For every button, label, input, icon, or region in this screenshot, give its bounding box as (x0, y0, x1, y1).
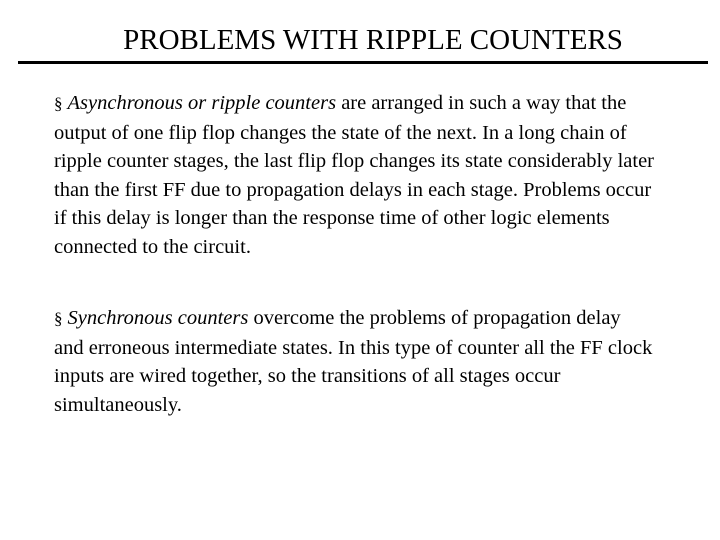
bullet-marker-icon: § (54, 94, 63, 113)
bullet-text: overcome the problems of propagation delay and erroneous intermediate states. In this type of counter all the FF clock inputs are wired together, so the transitions of all stages occur simultaneously. (54, 307, 653, 416)
slide-title: PROBLEMS WITH RIPPLE COUNTERS (123, 24, 623, 56)
bullet-term: Asynchronous or ripple counters (67, 92, 337, 114)
bullet-synchronous-counters (54, 304, 654, 419)
bullet-asynchronous-counters (54, 89, 654, 261)
bullet-term: Synchronous counters (67, 307, 249, 329)
bullet-marker-icon: § (54, 309, 63, 328)
bullet-text: are arranged in such a way that the output of one flip flop changes the state of the next. In a long chain of ripple counter stages, the last flip flop changes its state considerably later than the first FF due to propagation delays in each stage. Problems occur if this delay is longer than the response time of other logic elements connected to the circuit. (54, 92, 655, 258)
title-divider (18, 61, 708, 64)
